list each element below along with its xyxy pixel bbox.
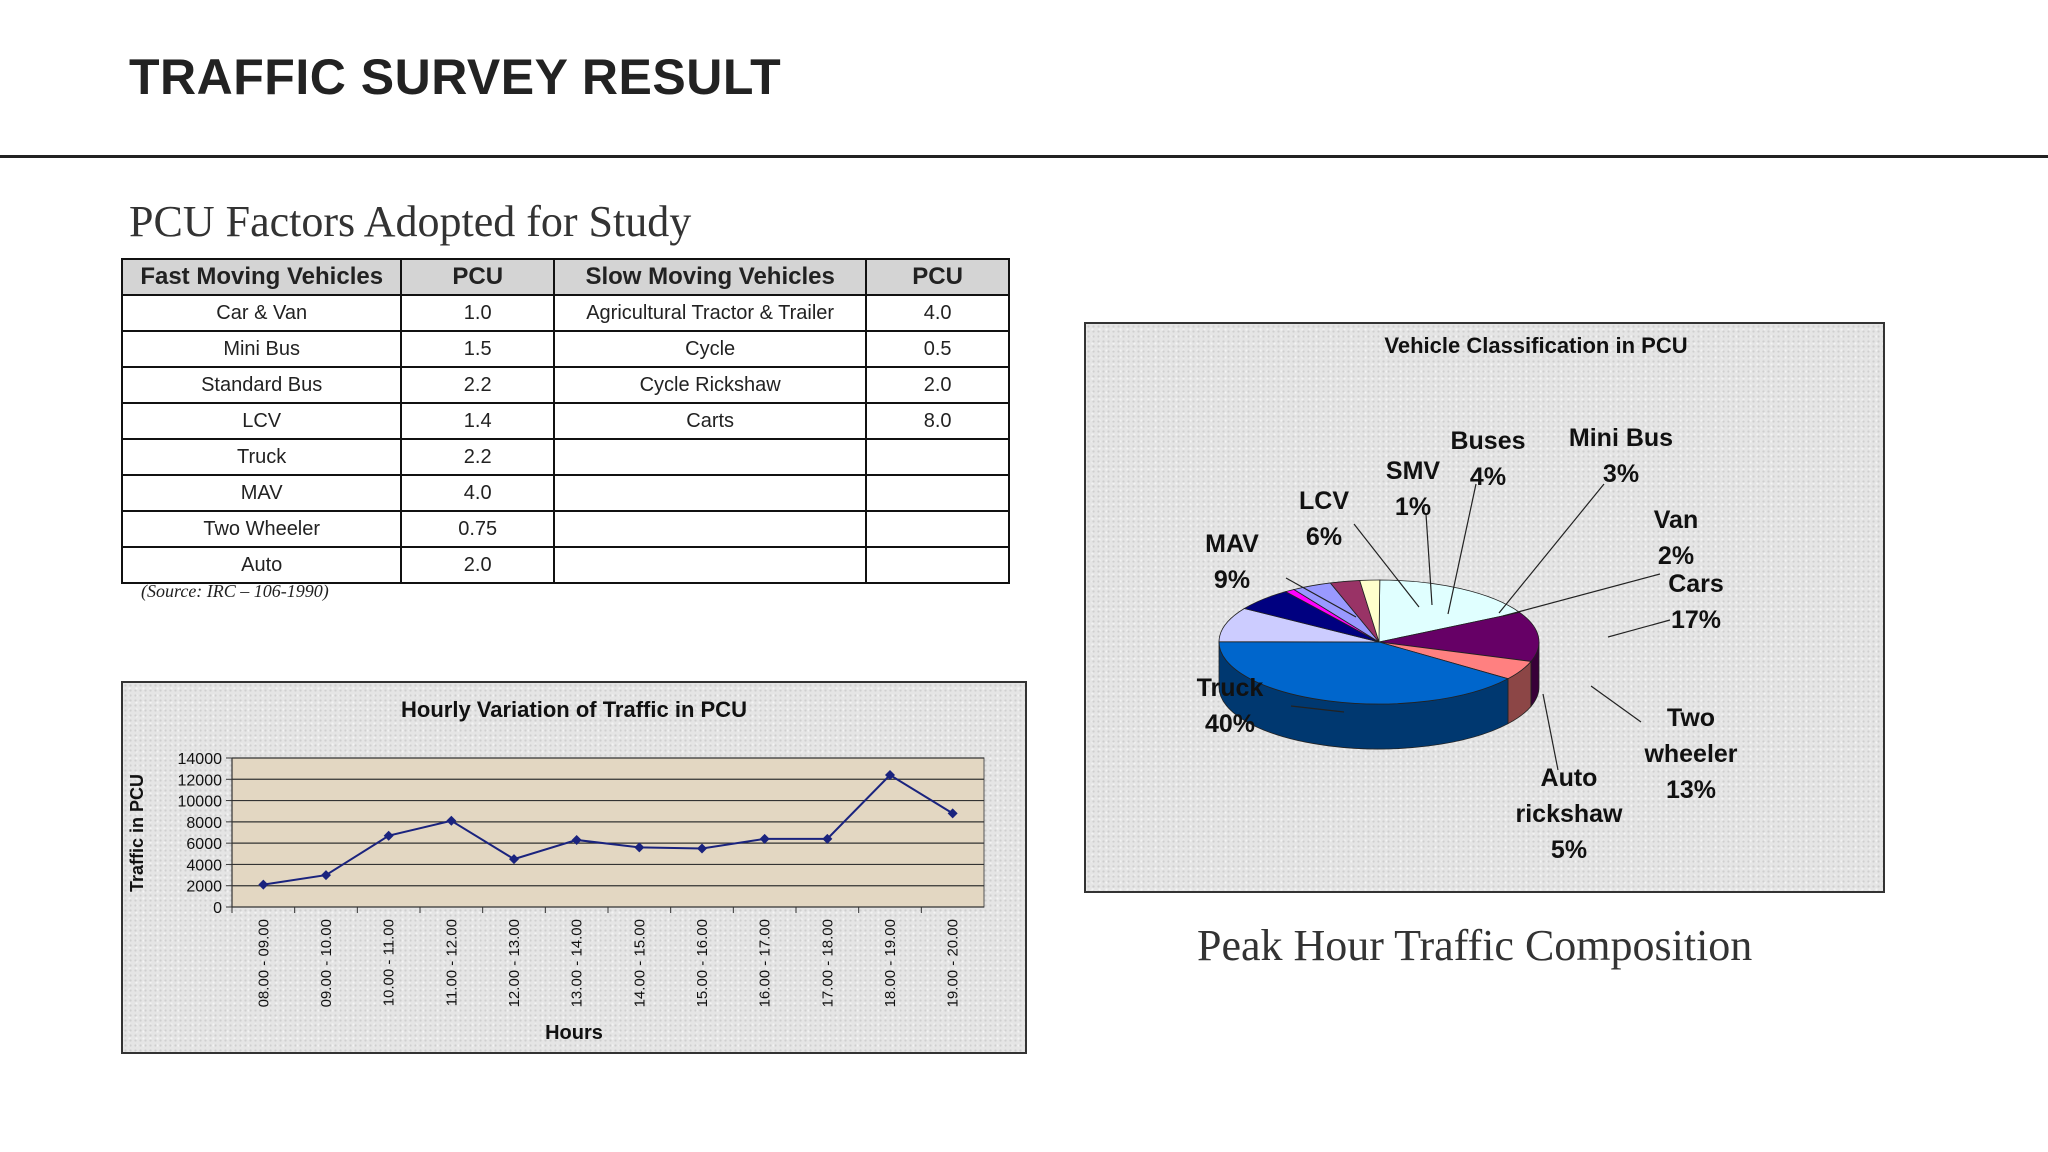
slide-title: TRAFFIC SURVEY RESULT: [129, 49, 782, 105]
table-cell: 2.0: [866, 367, 1009, 403]
table-cell: 2.0: [401, 547, 554, 583]
table-cell: Car & Van: [122, 295, 401, 331]
slice-label: 13%: [1665, 776, 1717, 804]
slice-label: LCV: [1299, 487, 1349, 515]
table-cell: Mini Bus: [122, 331, 401, 367]
slice-label: Mini Bus: [1568, 424, 1674, 452]
slice-label: 2%: [1657, 542, 1695, 570]
pcu-factors-table: [121, 258, 1010, 584]
x-tick-label: 18.00 - 19.00: [882, 919, 899, 1008]
slice-label: 1%: [1394, 493, 1432, 521]
slice-label: wheeler: [1644, 740, 1738, 768]
y-tick-label: 14000: [177, 751, 222, 768]
table-cell: MAV: [122, 475, 401, 511]
slice-label: Two: [1666, 704, 1716, 732]
table-row: [122, 367, 1009, 403]
table-cell: Standard Bus: [122, 367, 401, 403]
table-cell: Truck: [122, 439, 401, 475]
slice-label: Auto: [1540, 764, 1598, 792]
slice-label: 17%: [1670, 606, 1722, 634]
table-cell: 0.5: [866, 331, 1009, 367]
slice-label: Van: [1653, 506, 1699, 534]
x-tick-label: 19.00 - 20.00: [944, 919, 962, 1008]
slice-label: 5%: [1550, 836, 1588, 864]
y-tick-label: 2000: [186, 878, 222, 896]
peak-hour-caption: Peak Hour Traffic Composition: [1197, 921, 1753, 970]
title-divider: [0, 155, 2048, 158]
table-cell: Carts: [554, 403, 866, 439]
table-row: [122, 403, 1009, 439]
table-cell: [554, 511, 866, 547]
hourly-traffic-chart-svg: [123, 683, 1025, 1052]
x-tick-label: 17.00 - 18.00: [819, 919, 837, 1008]
y-tick-label: 12000: [177, 772, 222, 790]
x-tick-label: 09.00 - 10.00: [318, 919, 335, 1008]
x-tick-label: 10.00 - 11.00: [380, 919, 398, 1007]
table-cell: [866, 475, 1009, 511]
vehicle-classification-chart-svg: [1086, 324, 1883, 891]
slice-label: 6%: [1305, 523, 1343, 551]
column-header: Slow Moving Vehicles: [554, 259, 866, 295]
table-cell: 1.5: [401, 331, 554, 367]
table-cell: LCV: [122, 403, 401, 439]
slice-label: 40%: [1204, 710, 1256, 738]
table-cell: 1.0: [401, 295, 554, 331]
table-row: [122, 475, 1009, 511]
table-cell: [866, 547, 1009, 583]
vehicle-classification-chart: [1084, 322, 1885, 893]
hourly-traffic-chart: [121, 681, 1027, 1054]
leader-line: [1503, 574, 1660, 616]
x-tick-label: 16.00 - 17.00: [756, 919, 774, 1008]
x-tick-label: 15.00 - 16.00: [694, 919, 711, 1008]
slice-label: Truck: [1196, 674, 1264, 702]
pie-chart-title: Vehicle Classification in PCU: [1384, 333, 1688, 358]
leader-line: [1543, 694, 1558, 770]
table-header-row: [122, 259, 1009, 295]
y-tick-label: 0: [213, 900, 222, 917]
table-cell: 2.2: [401, 439, 554, 475]
table-row: [122, 331, 1009, 367]
table-row: [122, 511, 1009, 547]
table-cell: 8.0: [866, 403, 1009, 439]
x-axis-label: Hours: [545, 1022, 603, 1044]
table-cell: 2.2: [401, 367, 554, 403]
slice-label: SMV: [1385, 457, 1441, 485]
column-header: PCU: [866, 259, 1009, 295]
slice-label: Buses: [1450, 427, 1526, 455]
table-cell: Cycle Rickshaw: [554, 367, 866, 403]
table-row: [122, 439, 1009, 475]
y-tick-label: 10000: [177, 793, 222, 811]
table-cell: Auto: [122, 547, 401, 583]
table-cell: Agricultural Tractor & Trailer: [554, 295, 866, 331]
table-cell: [554, 439, 866, 475]
x-tick-label: 08.00 - 09.00: [255, 919, 273, 1008]
leader-line: [1591, 686, 1641, 722]
x-tick-label: 12.00 - 13.00: [506, 919, 523, 1008]
table-cell: [554, 547, 866, 583]
table-cell: [866, 439, 1009, 475]
column-header: PCU: [401, 259, 554, 295]
y-axis-label: Traffic in PCU: [127, 773, 147, 893]
table-cell: 4.0: [401, 475, 554, 511]
x-tick-label: 14.00 - 15.00: [631, 919, 649, 1008]
table-row: [122, 295, 1009, 331]
y-tick-label: 8000: [186, 814, 222, 832]
table-cell: 1.4: [401, 403, 554, 439]
table-row: [122, 547, 1009, 583]
table-cell: 4.0: [866, 295, 1009, 331]
table-source-note: (Source: IRC – 106-1990): [141, 581, 329, 601]
slice-label: 4%: [1469, 463, 1507, 491]
line-plot-area: [232, 758, 984, 907]
table-cell: [866, 511, 1009, 547]
slice-label: 3%: [1602, 460, 1640, 488]
table-cell: [554, 475, 866, 511]
leader-line: [1608, 620, 1670, 637]
y-tick-label: 6000: [186, 836, 222, 854]
x-tick-label: 11.00 - 12.00: [443, 919, 461, 1007]
table-cell: Two Wheeler: [122, 511, 401, 547]
slice-label: rickshaw: [1515, 800, 1623, 828]
line-chart-title: Hourly Variation of Traffic in PCU: [401, 697, 747, 722]
slice-label: Cars: [1668, 570, 1724, 598]
column-header: Fast Moving Vehicles: [122, 259, 401, 295]
slice-label: 9%: [1213, 566, 1251, 594]
y-tick-label: 4000: [186, 857, 222, 875]
table-cell: 0.75: [401, 511, 554, 547]
table-cell: Cycle: [554, 331, 866, 367]
x-tick-label: 13.00 - 14.00: [568, 919, 586, 1008]
pcu-section-title: PCU Factors Adopted for Study: [129, 197, 692, 246]
slice-label: MAV: [1205, 530, 1259, 558]
